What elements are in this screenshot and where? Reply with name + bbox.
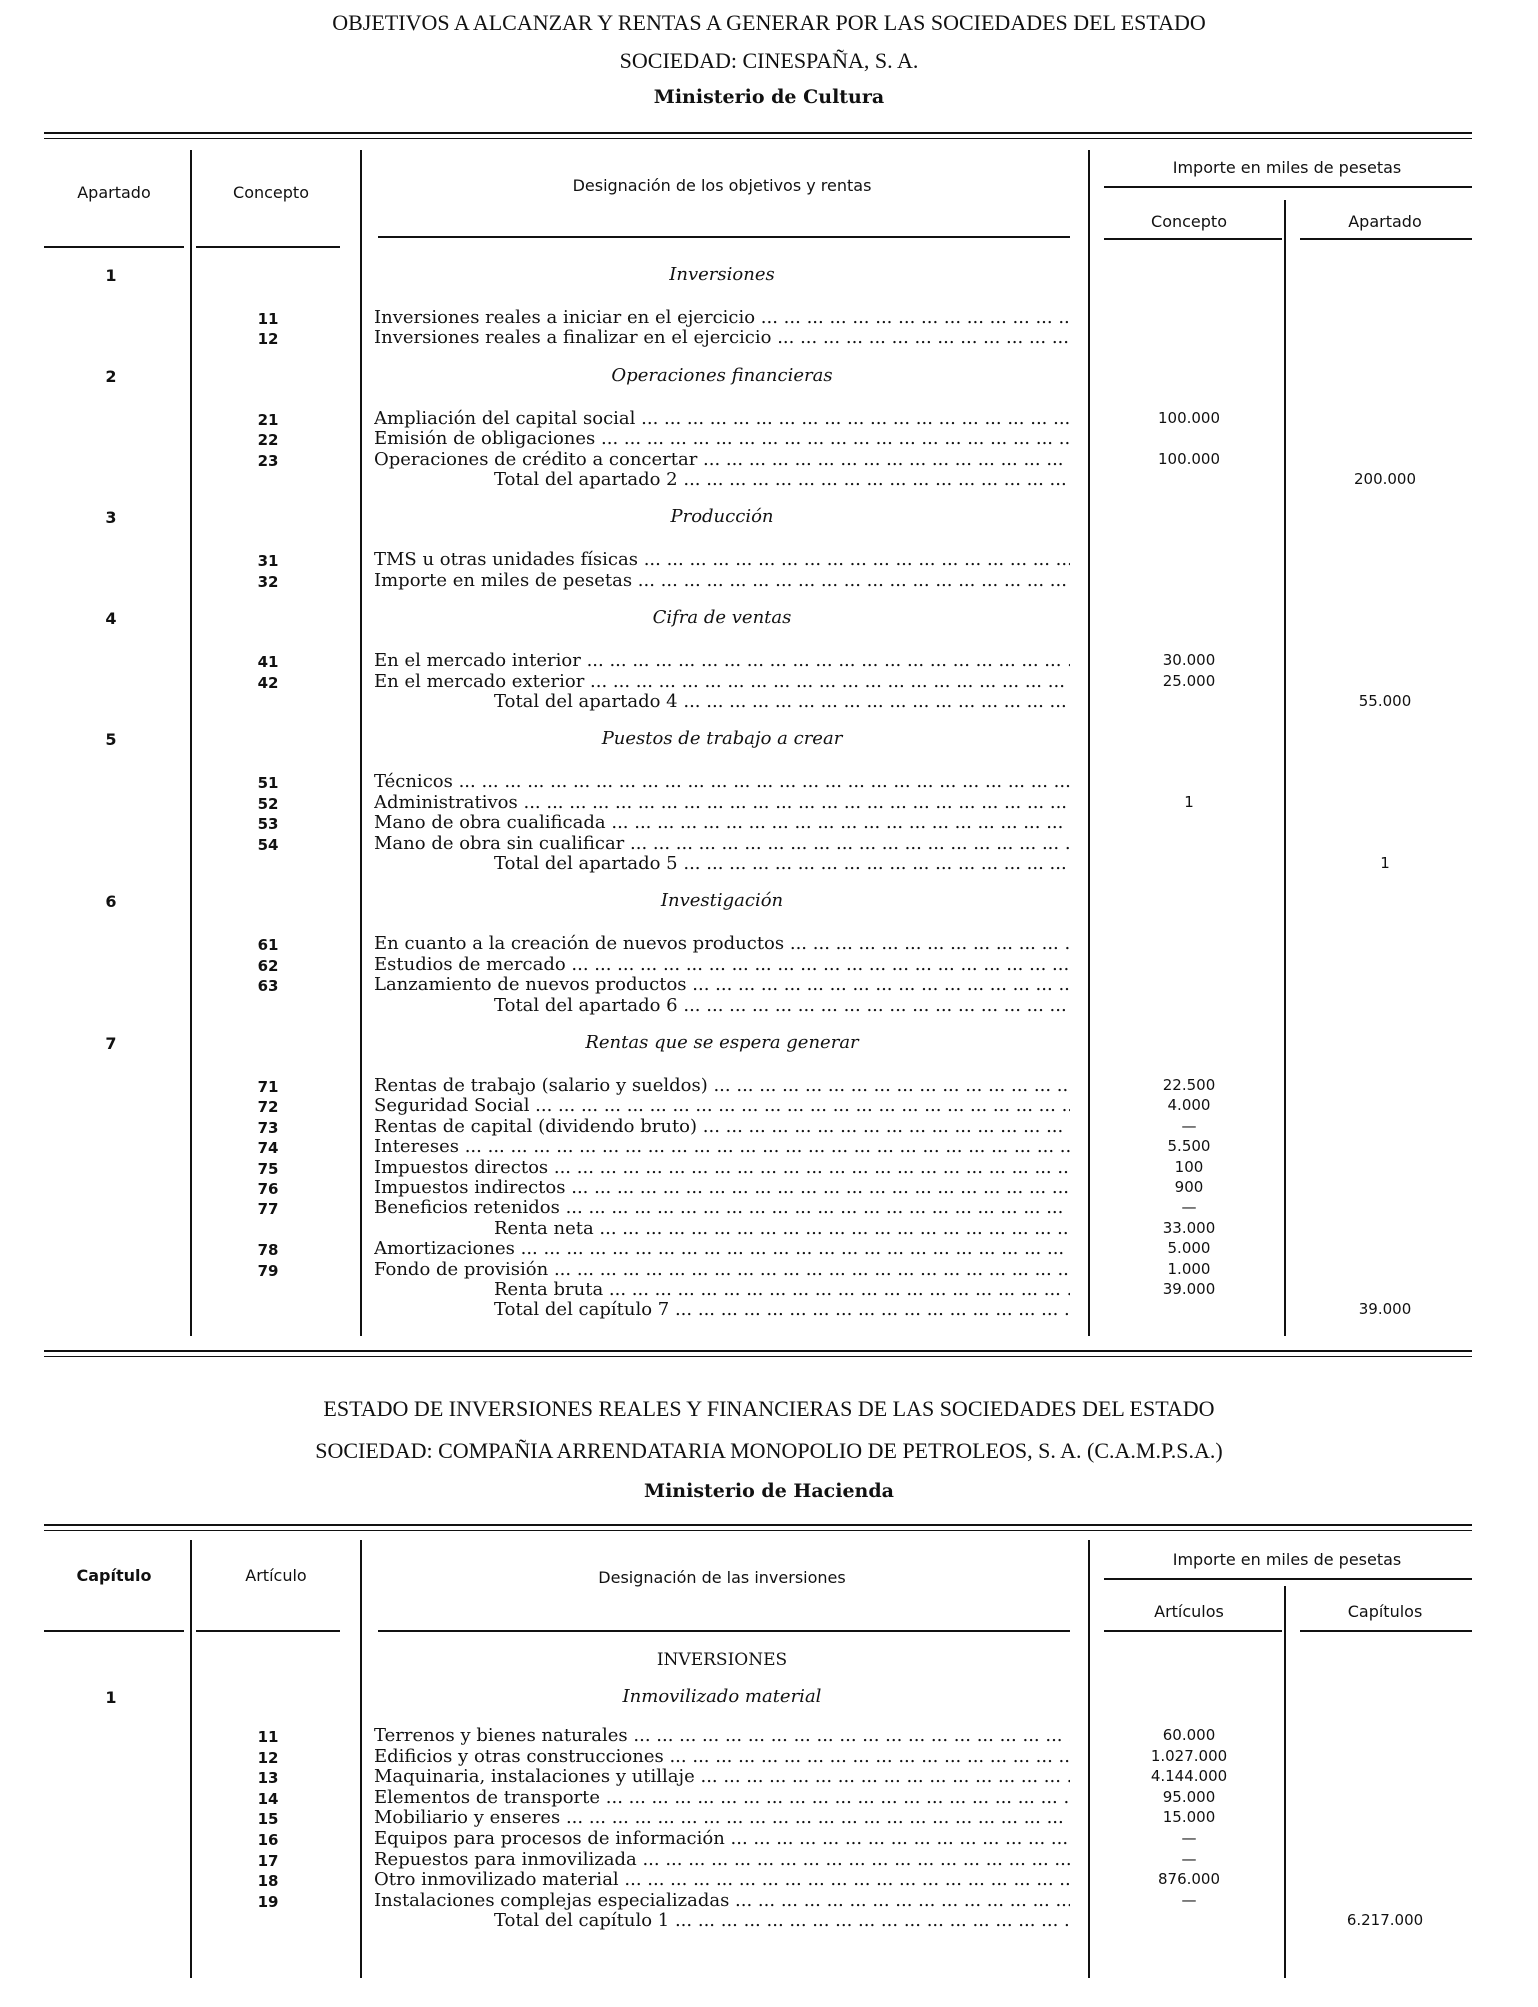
row-label: En cuanto a la creación de nuevos productos ... . (374, 934, 1070, 954)
table-row (0, 651, 1538, 671)
row-label: Total del apartado 4 ... . (494, 692, 1070, 712)
row-label: Estudios de mercado ... . (374, 955, 1070, 975)
table2-header-articulo: Artículo (245, 1566, 307, 1585)
row-code: 77 (257, 1200, 279, 1219)
row-label: Elementos de transporte ... . (374, 1788, 1070, 1808)
row-code: 17 (257, 1851, 279, 1870)
table-row (0, 450, 1538, 470)
table-row (0, 1096, 1538, 1116)
row-code: 72 (257, 1098, 279, 1117)
table1-subheader-apartado: Apartado (1348, 212, 1422, 231)
row-value-concepto: — (1181, 1829, 1197, 1847)
row-label: Ampliación del capital social ... . (374, 409, 1070, 429)
table2-header-rule-sub-capitulos (1300, 1630, 1472, 1632)
row-code: 75 (257, 1159, 279, 1178)
row-label: En el mercado exterior ... . (374, 672, 1070, 692)
row-label: Mano de obra cualificada ... . (374, 813, 1070, 833)
table-row (0, 1137, 1538, 1157)
table1-header-apartado: Apartado (77, 183, 151, 202)
row-value-total: 6.217.000 (1346, 1911, 1424, 1930)
row-label: Seguridad Social ... . (374, 1096, 1070, 1116)
table-row (0, 793, 1538, 813)
table-row (0, 1178, 1538, 1198)
row-label: Renta neta ... . (494, 1219, 1070, 1239)
table-row (0, 1747, 1538, 1767)
row-label: Impuestos indirectos ... . (374, 1178, 1070, 1198)
row-code: 62 (257, 956, 279, 975)
table-row (0, 470, 1538, 490)
table-row (0, 429, 1538, 449)
section-title: Cifra de ventas (652, 607, 792, 629)
row-value-concepto: 95.000 (1162, 1787, 1216, 1806)
table-row (0, 934, 1538, 954)
table2-ministerio: Ministerio de Hacienda (644, 1480, 894, 1502)
row-code: 21 (257, 410, 279, 429)
row-code: 78 (257, 1241, 279, 1260)
table-row (0, 409, 1538, 429)
section-number: 7 (105, 1034, 117, 1053)
row-code: 14 (257, 1789, 279, 1808)
row-code: 63 (257, 977, 279, 996)
row-label: Inversiones reales a iniciar en el ejercicio ... . (374, 308, 1070, 328)
table2-caps-heading: INVERSIONES (656, 1650, 788, 1670)
row-code: 73 (257, 1118, 279, 1137)
row-value-concepto: 60.000 (1162, 1726, 1216, 1744)
row-label: Total del apartado 6 ... . (494, 996, 1070, 1016)
section-title: Rentas que se espera generar (585, 1032, 859, 1053)
row-label: Importe en miles de pesetas ... . (374, 571, 1070, 591)
table2-importe-underline (1104, 1578, 1472, 1580)
section-number: 1 (105, 266, 117, 285)
table-row (0, 692, 1538, 712)
table-row (0, 1300, 1538, 1320)
row-label: Fondo de provisión ... . (374, 1260, 1070, 1280)
row-label: Intereses ... . (374, 1137, 1070, 1157)
row-value-concepto: 5.000 (1167, 1239, 1211, 1258)
table1-header-rule-concepto (196, 246, 340, 248)
table2-header-designacion: Designación de las inversiones (598, 1568, 846, 1587)
row-code: 76 (257, 1180, 279, 1198)
row-code: 19 (257, 1892, 279, 1911)
table-row (0, 308, 1538, 328)
table-row (0, 1260, 1538, 1280)
table1-header-rule-apartado (44, 246, 184, 248)
row-label: Total del capítulo 1 ... . (494, 1911, 1070, 1931)
row-label: Otro inmovilizado material ... . (374, 1870, 1070, 1890)
section-title: Producción (670, 506, 774, 528)
table1-header-rule-sub-concepto (1104, 238, 1282, 240)
table-row (0, 1808, 1538, 1828)
table-row (0, 1829, 1538, 1849)
table-row (0, 996, 1538, 1016)
table-row (0, 772, 1538, 792)
table-row (0, 1239, 1538, 1259)
table1-subheader-concepto: Concepto (1151, 212, 1227, 231)
row-label: Total del capítulo 7 ... . (494, 1300, 1070, 1320)
table-row (0, 1076, 1538, 1096)
row-code: 16 (257, 1831, 279, 1849)
table2-header-rule-sub-articulos (1104, 1630, 1282, 1632)
row-code: 52 (257, 794, 279, 813)
table-row (0, 1788, 1538, 1808)
table1-ministerio: Ministerio de Cultura (653, 86, 885, 108)
table-row (0, 1158, 1538, 1178)
section-title: Inversiones (669, 264, 775, 285)
table1-header-concepto: Concepto (233, 183, 309, 202)
row-value-concepto: 25.000 (1162, 671, 1216, 690)
row-label: Lanzamiento de nuevos productos ... . (374, 975, 1070, 995)
row-label: Beneficios retenidos ... . (374, 1198, 1070, 1218)
row-label: Inversiones reales a finalizar en el ejercicio ... . (374, 328, 1070, 348)
table-row (0, 550, 1538, 570)
table1-top-rule (44, 132, 1472, 134)
row-label: Instalaciones complejas especializadas ... . (374, 1891, 1070, 1911)
row-label: Terrenos y bienes naturales ... . (374, 1726, 1070, 1746)
row-code: 41 (257, 653, 279, 672)
row-code: 71 (257, 1078, 279, 1096)
row-value-concepto: 4.000 (1167, 1096, 1211, 1115)
section-number: 3 (105, 508, 117, 528)
section-title: Operaciones financieras (611, 364, 833, 386)
table1-header-importe: Importe en miles de pesetas (1172, 158, 1402, 177)
table-row (0, 1280, 1538, 1300)
row-value-concepto: 1.027.000 (1150, 1746, 1228, 1765)
row-code: 74 (257, 1139, 279, 1158)
row-label: Maquinaria, instalaciones y utillaje ... . (374, 1767, 1070, 1787)
section-number: 2 (105, 366, 117, 386)
row-value-concepto: 30.000 (1162, 651, 1216, 670)
row-label: Repuestos para inmovilizada ... . (374, 1850, 1070, 1870)
row-value-total: 200.000 (1353, 470, 1417, 488)
table1-title: OBJETIVOS A ALCANZAR Y RENTAS A GENERAR POR LAS SOCIEDADES DEL ESTADO (332, 10, 1206, 35)
row-value-concepto: 39.000 (1162, 1280, 1216, 1298)
row-label: Amortizaciones ... . (374, 1239, 1070, 1259)
table2-subheader-capitulos: Capítulos (1347, 1602, 1423, 1621)
row-value-total: 39.000 (1358, 1300, 1412, 1319)
table-row (0, 834, 1538, 854)
table2-header-rule-designacion (378, 1630, 1070, 1632)
row-label: Operaciones de crédito a concertar ... . (374, 450, 1070, 470)
row-code: 61 (257, 936, 279, 955)
row-code: 12 (257, 330, 279, 349)
table-row (0, 1117, 1538, 1137)
table-row (0, 1850, 1538, 1870)
row-value-concepto: 876.000 (1157, 1870, 1221, 1889)
table-row (0, 1767, 1538, 1787)
row-label: Mobiliario y enseres ... . (374, 1808, 1070, 1828)
table2-header-importe: Importe en miles de pesetas (1172, 1550, 1402, 1569)
table-row (0, 571, 1538, 591)
table-row (0, 328, 1538, 348)
row-code: 79 (257, 1261, 279, 1280)
row-code: 22 (257, 431, 279, 450)
row-label: Rentas de capital (dividendo bruto) ... . (374, 1117, 1070, 1137)
row-value-concepto: 100 (1174, 1157, 1204, 1176)
row-value-concepto: 4.144.000 (1150, 1767, 1228, 1786)
row-code: 23 (257, 451, 279, 470)
row-value-concepto: 5.500 (1167, 1137, 1211, 1156)
row-value-concepto: 15.000 (1162, 1808, 1216, 1827)
row-value-concepto: 100.000 (1157, 408, 1221, 427)
row-code: 54 (257, 835, 279, 854)
table-row (0, 1198, 1538, 1218)
section-number: 6 (105, 892, 117, 912)
section-title: Investigación (660, 890, 784, 912)
table-row (0, 1219, 1538, 1239)
row-label: Emisión de obligaciones ... . (374, 429, 1070, 449)
row-value-concepto: 1.000 (1167, 1259, 1211, 1278)
row-code: 31 (257, 552, 279, 571)
table1-top-rule-thin (44, 138, 1472, 139)
section-title: Puestos de trabajo a crear (601, 728, 843, 750)
table-row (0, 1870, 1538, 1890)
row-code: 15 (257, 1810, 279, 1829)
row-label: Mano de obra sin cualificar ... . (374, 834, 1070, 854)
row-label: Equipos para procesos de información ... . (374, 1829, 1070, 1849)
row-label: Renta bruta ... . (494, 1280, 1070, 1300)
table1-importe-underline (1104, 186, 1472, 188)
table2-header-rule-capitulo (44, 1630, 184, 1632)
row-code: 42 (257, 673, 279, 692)
table1-bottom-rule-thin (44, 1356, 1472, 1357)
row-value-total: 1 (1380, 854, 1390, 872)
row-label: Técnicos ... . (374, 772, 1070, 792)
table2-header-capitulo: Capítulo (76, 1566, 152, 1585)
row-value-concepto: — (1181, 1198, 1197, 1217)
row-label: Edificios y otras construcciones ... . (374, 1747, 1070, 1767)
row-label: Rentas de trabajo (salario y sueldos) ... . (374, 1076, 1070, 1096)
table-row (0, 1726, 1538, 1746)
row-value-concepto: — (1181, 1116, 1197, 1135)
row-value-total: 55.000 (1358, 692, 1412, 710)
table1-bottom-rule (44, 1350, 1472, 1352)
row-code: 32 (257, 572, 279, 591)
table-row (0, 1891, 1538, 1911)
row-value-concepto: 900 (1174, 1178, 1204, 1196)
section-number: 1 (105, 1688, 117, 1707)
table2-sociedad: SOCIEDAD: COMPAÑIA ARRENDATARIA MONOPOLIO DE PETROLEOS, S. A. (C.A.M.P.S.A.) (315, 1438, 1223, 1463)
row-code: 11 (257, 310, 279, 328)
row-label: Administrativos ... . (374, 793, 1070, 813)
table-row (0, 854, 1538, 874)
row-code: 51 (257, 774, 279, 793)
row-label: TMS u otras unidades físicas ... . (374, 550, 1070, 570)
row-value-concepto: — (1181, 1849, 1197, 1868)
table-row (0, 1911, 1538, 1931)
table2-subheader-articulos: Artículos (1154, 1602, 1224, 1621)
table1-header-rule-sub-apartado (1300, 238, 1472, 240)
table-row (0, 672, 1538, 692)
row-code: 18 (257, 1872, 279, 1891)
section-number: 5 (105, 730, 117, 750)
table-row (0, 955, 1538, 975)
table1-header-rule-designacion (378, 236, 1070, 238)
row-label: Total del apartado 5 ... . (494, 854, 1070, 874)
row-label: Impuestos directos ... . (374, 1158, 1070, 1178)
row-value-concepto: 1 (1184, 792, 1194, 811)
row-code: 11 (257, 1728, 279, 1746)
row-code: 13 (257, 1769, 279, 1788)
row-label: Total del apartado 2 ... . (494, 470, 1070, 490)
table-row (0, 813, 1538, 833)
table-row (0, 975, 1538, 995)
row-code: 53 (257, 815, 279, 834)
row-value-concepto: — (1181, 1890, 1197, 1909)
table2-top-rule-thin (44, 1530, 1472, 1531)
table1-header-designacion: Designación de los objetivos y rentas (572, 176, 872, 195)
row-value-concepto: 33.000 (1162, 1218, 1216, 1237)
row-label: En el mercado interior ... . (374, 651, 1070, 671)
row-code: 12 (257, 1748, 279, 1767)
table2-header-rule-articulo (196, 1630, 340, 1632)
row-value-concepto: 100.000 (1157, 449, 1221, 468)
section-title: Inmovilizado material (622, 1686, 822, 1707)
table2-title: ESTADO DE INVERSIONES REALES Y FINANCIERAS DE LAS SOCIEDADES DEL ESTADO (323, 1396, 1215, 1421)
section-number: 4 (105, 609, 117, 629)
table1-sociedad: SOCIEDAD: CINESPAÑA, S. A. (619, 48, 919, 73)
table2-top-rule (44, 1524, 1472, 1526)
row-value-concepto: 22.500 (1162, 1076, 1216, 1094)
